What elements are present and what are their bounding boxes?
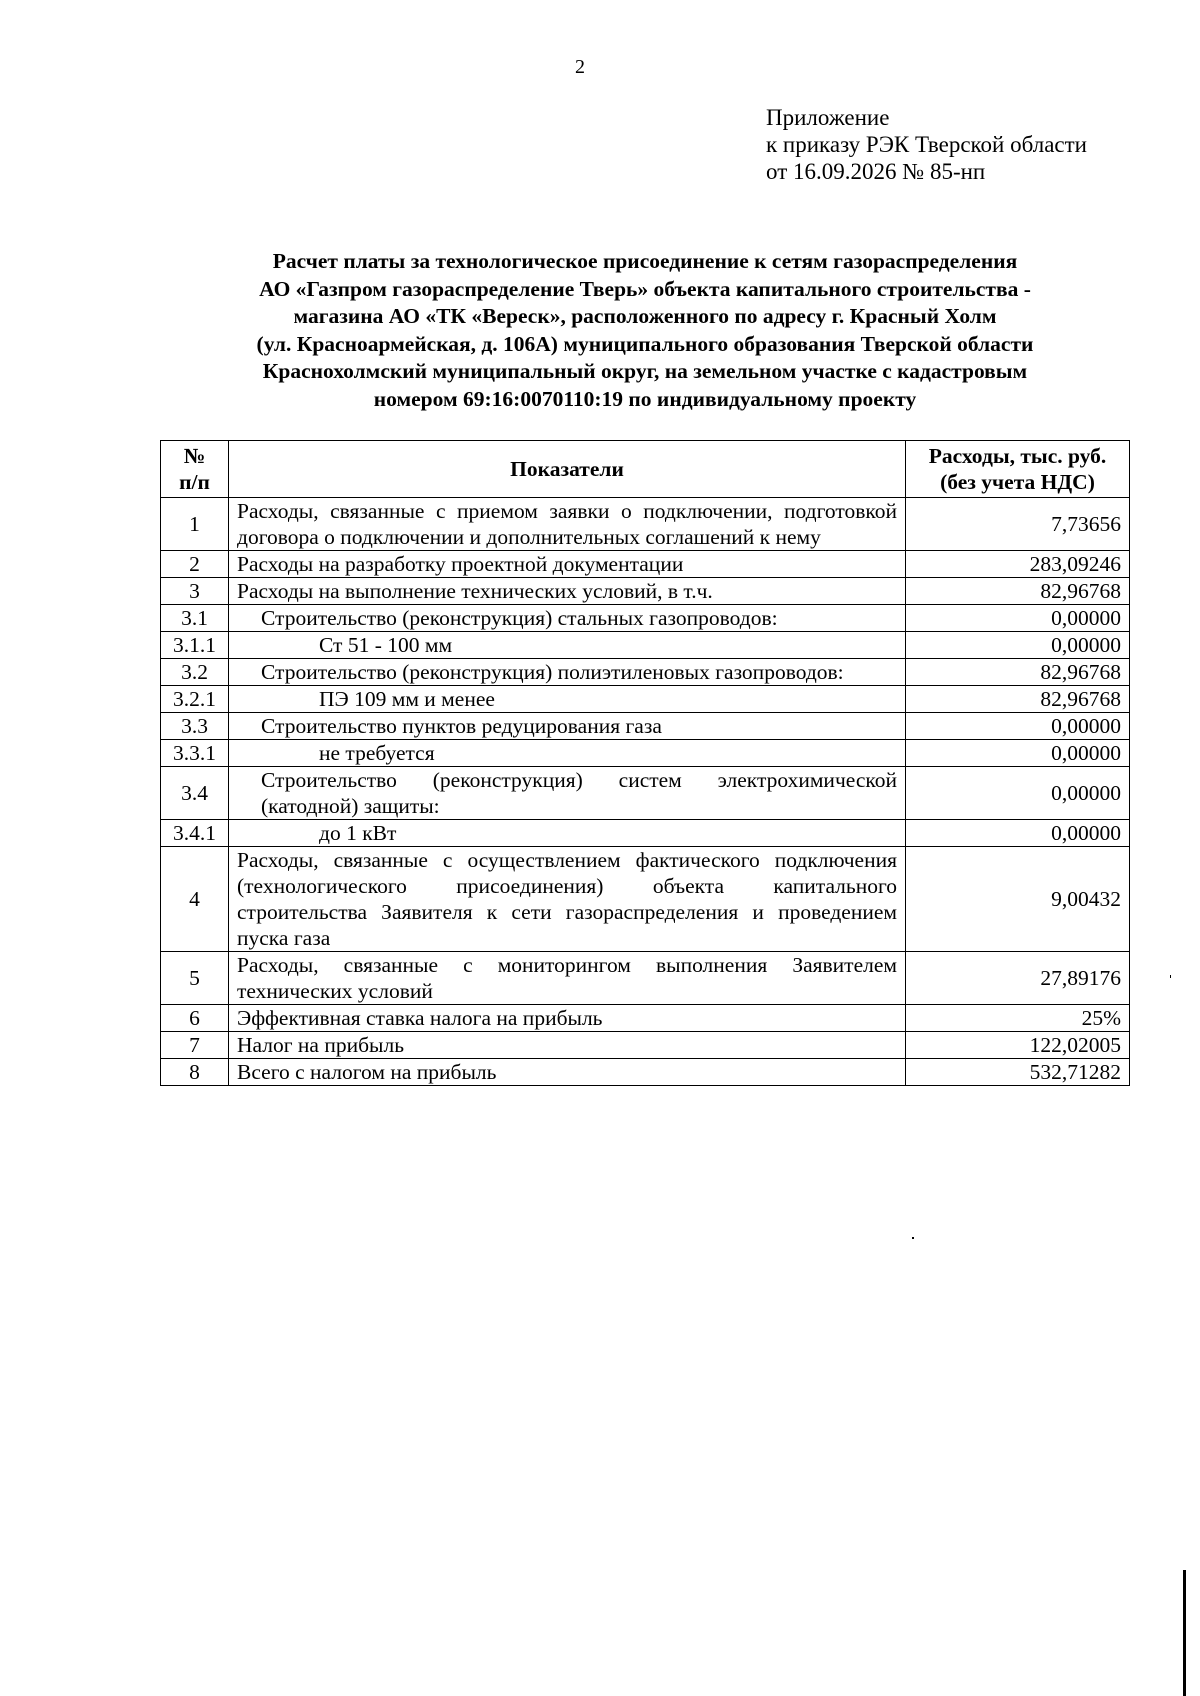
scan-mark (1170, 975, 1171, 978)
table-row (161, 740, 1130, 767)
title-line: АО «Газпром газораспределение Тверь» объекта капитального строительства - (259, 276, 1031, 301)
appendix-line: к приказу РЭК Тверской области (766, 132, 1087, 157)
table-row (161, 1032, 1130, 1059)
header-number-line1: № (183, 444, 206, 468)
table-row (161, 578, 1130, 605)
row-indicator: Расходы, связанные с мониторингом выполнения Заявителем технических условий (229, 952, 906, 1005)
row-number: 8 (161, 1059, 229, 1086)
row-cost-value: 0,00000 (906, 767, 1130, 820)
row-cost-value: 25% (906, 1005, 1130, 1032)
header-cost-line2: (без учета НДС) (940, 470, 1095, 494)
appendix-line: от 16.09.2026 № 85-нп (766, 159, 986, 184)
row-indicator: Налог на прибыль (229, 1032, 906, 1059)
row-number: 1 (161, 498, 229, 551)
row-indicator: Расходы, связанные с приемом заявки о подключении, подготовкой договора о подключении и дополнительных соглашений к нему (229, 498, 906, 551)
table-row (161, 1059, 1130, 1086)
row-number: 6 (161, 1005, 229, 1032)
row-cost-value: 0,00000 (906, 740, 1130, 767)
title-line: номером 69:16:0070110:19 по индивидуальному проекту (373, 386, 917, 411)
row-indicator: Строительство (реконструкция) полиэтиленовых газопроводов: (229, 659, 906, 686)
table-row (161, 498, 1130, 551)
header-number (161, 441, 229, 498)
row-number: 3.4 (161, 767, 229, 820)
row-cost-value: 9,00432 (906, 847, 1130, 952)
row-cost-value: 82,96768 (906, 686, 1130, 713)
table-row (161, 952, 1130, 1005)
header-cost (906, 441, 1130, 498)
header-indicator: Показатели (229, 441, 906, 498)
row-cost-value: 0,00000 (906, 820, 1130, 847)
row-number: 4 (161, 847, 229, 952)
row-cost-value: 122,02005 (906, 1032, 1130, 1059)
appendix-line: Приложение (766, 105, 890, 130)
title-line: (ул. Красноармейская, д. 106А) муниципального образования Тверской области (256, 331, 1034, 356)
table-row (161, 820, 1130, 847)
table-row (161, 1005, 1130, 1032)
row-number: 3.2 (161, 659, 229, 686)
row-number: 3.4.1 (161, 820, 229, 847)
row-number: 3.1 (161, 605, 229, 632)
document-title (160, 248, 1130, 413)
row-indicator: Расходы, связанные с осуществлением фактического подключения (технологического присоединения) объекта капитального строительства Заявителя к сети газораспределения и проведением пуска газа (229, 847, 906, 952)
row-indicator: Расходы на выполнение технических условий, в т.ч. (229, 578, 906, 605)
title-line: Расчет платы за технологическое присоединение к сетям газораспределения (272, 249, 1018, 273)
row-cost-value: 0,00000 (906, 605, 1130, 632)
header-number-line2: п/п (179, 470, 210, 494)
row-indicator: до 1 кВт (229, 820, 906, 847)
row-number: 3.1.1 (161, 632, 229, 659)
page-number: 2 (575, 56, 585, 78)
row-cost-value: 0,00000 (906, 713, 1130, 740)
table-row (161, 713, 1130, 740)
row-cost-value: 283,09246 (906, 551, 1130, 578)
row-number: 2 (161, 551, 229, 578)
row-cost-value: 27,89176 (906, 952, 1130, 1005)
scan-mark (912, 1237, 914, 1239)
row-indicator: Ст 51 - 100 мм (229, 632, 906, 659)
table-row (161, 767, 1130, 820)
table-row (161, 686, 1130, 713)
title-line: магазина АО «ТК «Вереск», расположенного по адресу г. Красный Холм (293, 304, 997, 328)
table-row (161, 632, 1130, 659)
row-number: 3 (161, 578, 229, 605)
row-number: 3.3 (161, 713, 229, 740)
row-cost-value: 0,00000 (906, 632, 1130, 659)
row-indicator: ПЭ 109 мм и менее (229, 686, 906, 713)
row-indicator: Строительство пунктов редуцирования газа (229, 713, 906, 740)
row-indicator: Строительство (реконструкция) систем электрохимической (катодной) защиты: (229, 767, 906, 820)
row-indicator: не требуется (229, 740, 906, 767)
scan-mark (1183, 1570, 1186, 1696)
row-number: 7 (161, 1032, 229, 1059)
table-header-row (161, 441, 1130, 498)
appendix-reference (766, 104, 1087, 185)
table-body (161, 498, 1130, 1086)
calculation-table (160, 440, 1130, 1086)
row-cost-value: 82,96768 (906, 578, 1130, 605)
table-row (161, 605, 1130, 632)
row-indicator: Расходы на разработку проектной документации (229, 551, 906, 578)
table-row (161, 847, 1130, 952)
row-indicator: Строительство (реконструкция) стальных газопроводов: (229, 605, 906, 632)
row-cost-value: 82,96768 (906, 659, 1130, 686)
row-indicator: Всего с налогом на прибыль (229, 1059, 906, 1086)
row-number: 3.3.1 (161, 740, 229, 767)
table-row (161, 659, 1130, 686)
title-line: Краснохолмский муниципальный округ, на земельном участке с кадастровым (262, 359, 1028, 383)
row-cost-value: 532,71282 (906, 1059, 1130, 1086)
row-cost-value: 7,73656 (906, 498, 1130, 551)
header-cost-line1: Расходы, тыс. руб. (928, 444, 1107, 468)
row-number: 5 (161, 952, 229, 1005)
row-number: 3.2.1 (161, 686, 229, 713)
table-row (161, 551, 1130, 578)
row-indicator: Эффективная ставка налога на прибыль (229, 1005, 906, 1032)
